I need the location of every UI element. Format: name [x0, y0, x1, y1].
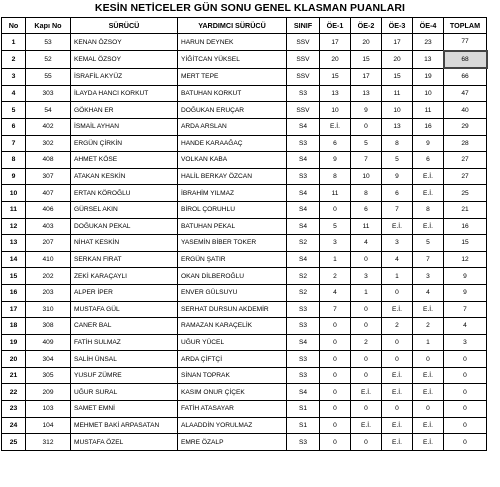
table-row — [2, 301, 487, 318]
total-cell: 9 — [444, 284, 487, 301]
table-row — [2, 434, 487, 451]
co-driver-cell: SİNAN TOPRAK — [178, 367, 287, 384]
driver-cell: MUSTAFA ÖZEL — [71, 434, 178, 451]
co-driver-cell: KASIM ONUR ÇİÇEK — [178, 384, 287, 401]
driver-cell: ERGÜN ÇİRKİN — [71, 135, 178, 152]
classification-table — [1, 17, 488, 451]
co-driver-cell: BATUHAN KORKUT — [178, 85, 287, 102]
class-cell: S2 — [287, 284, 320, 301]
rank-cell: 22 — [2, 384, 26, 401]
oe4-cell: 1 — [413, 334, 444, 351]
table-row — [2, 284, 487, 301]
driver-cell: ATAKAN KESKİN — [71, 168, 178, 185]
oe4-cell: 23 — [413, 34, 444, 51]
oe4-cell: 3 — [413, 268, 444, 285]
oe4-cell: E.İ. — [413, 367, 444, 384]
driver-cell: DOĞUKAN PEKAL — [71, 218, 178, 235]
total-cell: 0 — [444, 434, 487, 451]
oe4-cell: 16 — [413, 118, 444, 135]
door-no-cell: 202 — [26, 268, 71, 285]
door-no-cell: 407 — [26, 185, 71, 202]
oe2-cell: 0 — [351, 434, 382, 451]
rank-cell: 23 — [2, 401, 26, 418]
door-no-cell: 104 — [26, 417, 71, 434]
oe4-cell: E.İ. — [413, 168, 444, 185]
co-driver-cell: ARDA ARSLAN — [178, 118, 287, 135]
table-row — [2, 251, 487, 268]
col-door-no-header: Kapı No — [26, 18, 71, 34]
door-no-cell: 307 — [26, 168, 71, 185]
class-cell: S4 — [287, 251, 320, 268]
oe3-cell: 9 — [382, 168, 413, 185]
class-cell: S3 — [287, 135, 320, 152]
door-no-cell: 303 — [26, 85, 71, 102]
oe1-cell: 1 — [320, 251, 351, 268]
total-cell: 77 — [444, 34, 487, 51]
oe4-cell: 2 — [413, 318, 444, 335]
class-cell: S3 — [287, 168, 320, 185]
rank-cell: 3 — [2, 68, 26, 85]
total-cell: 29 — [444, 118, 487, 135]
class-cell: S2 — [287, 235, 320, 252]
door-no-cell: 305 — [26, 367, 71, 384]
door-no-cell: 53 — [26, 34, 71, 51]
col-oe1-header: ÖE-1 — [320, 18, 351, 34]
table-row — [2, 68, 487, 85]
co-driver-cell: ALAADDİN YORULMAZ — [178, 417, 287, 434]
oe4-cell: 10 — [413, 85, 444, 102]
table-row — [2, 417, 487, 434]
oe1-cell: 11 — [320, 185, 351, 202]
col-oe3-header: ÖE-3 — [382, 18, 413, 34]
oe1-cell: 0 — [320, 201, 351, 218]
driver-cell: GÜRSEL AKIN — [71, 201, 178, 218]
oe4-cell: 8 — [413, 201, 444, 218]
total-cell: 4 — [444, 318, 487, 335]
table-row — [2, 185, 487, 202]
driver-cell: SERKAN FIRAT — [71, 251, 178, 268]
oe3-cell: 7 — [382, 201, 413, 218]
table-row — [2, 318, 487, 335]
rank-cell: 10 — [2, 185, 26, 202]
table-row — [2, 334, 487, 351]
class-cell: S4 — [287, 334, 320, 351]
table-row — [2, 152, 487, 169]
oe3-cell: E.İ. — [382, 417, 413, 434]
co-driver-cell: MERT TEPE — [178, 68, 287, 85]
door-no-cell: 408 — [26, 152, 71, 169]
oe1-cell: 3 — [320, 235, 351, 252]
driver-cell: KENAN ÖZSOY — [71, 34, 178, 51]
door-no-cell: 409 — [26, 334, 71, 351]
rank-cell: 14 — [2, 251, 26, 268]
oe2-cell: 0 — [351, 251, 382, 268]
door-no-cell: 209 — [26, 384, 71, 401]
total-cell: 66 — [444, 68, 487, 85]
oe3-cell: 0 — [382, 284, 413, 301]
oe3-cell: 17 — [382, 34, 413, 51]
door-no-cell: 52 — [26, 51, 71, 69]
co-driver-cell: OKAN DİLBEROĞLU — [178, 268, 287, 285]
table-row — [2, 85, 487, 102]
oe1-cell: 4 — [320, 284, 351, 301]
class-cell: SSV — [287, 68, 320, 85]
oe1-cell: 8 — [320, 168, 351, 185]
co-driver-cell: VOLKAN KABA — [178, 152, 287, 169]
oe2-cell: 20 — [351, 34, 382, 51]
total-cell: 7 — [444, 301, 487, 318]
class-cell: S3 — [287, 351, 320, 368]
oe1-cell: 0 — [320, 417, 351, 434]
door-no-cell: 410 — [26, 251, 71, 268]
driver-cell: İSMAİL AYHAN — [71, 118, 178, 135]
total-cell: 21 — [444, 201, 487, 218]
class-cell: S4 — [287, 201, 320, 218]
driver-cell: AHMET KÖSE — [71, 152, 178, 169]
rank-cell: 11 — [2, 201, 26, 218]
class-cell: S4 — [287, 185, 320, 202]
co-driver-cell: HANDE KARAAĞAÇ — [178, 135, 287, 152]
oe4-cell: 19 — [413, 68, 444, 85]
rank-cell: 2 — [2, 51, 26, 69]
rank-cell: 25 — [2, 434, 26, 451]
oe2-cell: 1 — [351, 284, 382, 301]
oe1-cell: 0 — [320, 318, 351, 335]
oe3-cell: 4 — [382, 251, 413, 268]
table-header — [2, 18, 487, 34]
oe4-cell: E.İ. — [413, 384, 444, 401]
total-cell: 15 — [444, 235, 487, 252]
col-no-header: No — [2, 18, 26, 34]
oe2-cell: 0 — [351, 401, 382, 418]
table-row — [2, 201, 487, 218]
oe3-cell: 3 — [382, 235, 413, 252]
oe1-cell: E.İ. — [320, 118, 351, 135]
oe3-cell: 1 — [382, 268, 413, 285]
oe4-cell: 0 — [413, 351, 444, 368]
class-cell: S4 — [287, 152, 320, 169]
total-cell: 0 — [444, 384, 487, 401]
class-cell: S1 — [287, 417, 320, 434]
page-title: KESİN NETİCELER GÜN SONU GENEL KLASMAN PUANLARI — [94, 2, 406, 14]
co-driver-cell: YASEMİN BİBER TOKER — [178, 235, 287, 252]
oe4-cell: 11 — [413, 102, 444, 119]
oe3-cell: 13 — [382, 118, 413, 135]
total-cell: 27 — [444, 152, 487, 169]
class-cell: S2 — [287, 268, 320, 285]
rank-cell: 21 — [2, 367, 26, 384]
table-row — [2, 384, 487, 401]
rank-cell: 6 — [2, 118, 26, 135]
total-cell: 3 — [444, 334, 487, 351]
oe4-cell: 0 — [413, 401, 444, 418]
rank-cell: 13 — [2, 235, 26, 252]
oe2-cell: 4 — [351, 235, 382, 252]
oe2-cell: 15 — [351, 51, 382, 69]
co-driver-cell: HARUN DEYNEK — [178, 34, 287, 51]
class-cell: SSV — [287, 34, 320, 51]
co-driver-cell: DOĞUKAN ERUÇAR — [178, 102, 287, 119]
table-row — [2, 118, 487, 135]
total-cell: 27 — [444, 168, 487, 185]
oe4-cell: 7 — [413, 251, 444, 268]
oe2-cell: 17 — [351, 68, 382, 85]
co-driver-cell: ARDA ÇİFTÇİ — [178, 351, 287, 368]
oe1-cell: 15 — [320, 68, 351, 85]
driver-cell: ALPER İPER — [71, 284, 178, 301]
rank-cell: 15 — [2, 268, 26, 285]
driver-cell: MUSTAFA GÜL — [71, 301, 178, 318]
oe3-cell: E.İ. — [382, 434, 413, 451]
total-cell: 0 — [444, 351, 487, 368]
col-total-header: TOPLAM — [444, 18, 487, 34]
oe2-cell: 6 — [351, 201, 382, 218]
oe3-cell: 6 — [382, 185, 413, 202]
class-cell: SSV — [287, 51, 320, 69]
co-driver-cell: İBRAHİM YILMAZ — [178, 185, 287, 202]
oe1-cell: 10 — [320, 102, 351, 119]
oe2-cell: 0 — [351, 351, 382, 368]
oe2-cell: 0 — [351, 301, 382, 318]
col-oe4-header: ÖE-4 — [413, 18, 444, 34]
door-no-cell: 304 — [26, 351, 71, 368]
driver-cell: KEMAL ÖZSOY — [71, 51, 178, 69]
oe2-cell: 13 — [351, 85, 382, 102]
rank-cell: 1 — [2, 34, 26, 51]
oe3-cell: E.İ. — [382, 367, 413, 384]
oe3-cell: 0 — [382, 401, 413, 418]
rank-cell: 12 — [2, 218, 26, 235]
driver-cell: UĞUR SURAL — [71, 384, 178, 401]
class-cell: S1 — [287, 401, 320, 418]
driver-cell: GÖKHAN ER — [71, 102, 178, 119]
oe3-cell: 5 — [382, 152, 413, 169]
door-no-cell: 302 — [26, 135, 71, 152]
rank-cell: 17 — [2, 301, 26, 318]
rank-cell: 4 — [2, 85, 26, 102]
rank-cell: 8 — [2, 152, 26, 169]
oe2-cell: 5 — [351, 135, 382, 152]
driver-cell: CANER BAL — [71, 318, 178, 335]
rank-cell: 24 — [2, 417, 26, 434]
driver-cell: İSRAFİL AKYÜZ — [71, 68, 178, 85]
oe1-cell: 2 — [320, 268, 351, 285]
col-driver-header: SÜRÜCÜ — [71, 18, 178, 34]
total-cell: 12 — [444, 251, 487, 268]
rank-cell: 18 — [2, 318, 26, 335]
co-driver-cell: ERGÜN ŞATIR — [178, 251, 287, 268]
oe2-cell: E.İ. — [351, 384, 382, 401]
oe3-cell: E.İ. — [382, 384, 413, 401]
table-row — [2, 34, 487, 51]
oe3-cell: 8 — [382, 135, 413, 152]
table-body — [2, 34, 487, 451]
total-cell: 9 — [444, 268, 487, 285]
oe3-cell: E.İ. — [382, 301, 413, 318]
oe4-cell: 13 — [413, 51, 444, 69]
oe3-cell: 0 — [382, 351, 413, 368]
class-cell: S3 — [287, 85, 320, 102]
oe2-cell: E.İ. — [351, 417, 382, 434]
door-no-cell: 55 — [26, 68, 71, 85]
driver-cell: SALİH ÜNSAL — [71, 351, 178, 368]
class-cell: S3 — [287, 301, 320, 318]
oe2-cell: 7 — [351, 152, 382, 169]
oe4-cell: E.İ. — [413, 218, 444, 235]
oe2-cell: 8 — [351, 185, 382, 202]
class-cell: S4 — [287, 118, 320, 135]
table-row — [2, 268, 487, 285]
total-cell: 0 — [444, 417, 487, 434]
table-row — [2, 168, 487, 185]
table-row — [2, 51, 487, 69]
oe1-cell: 0 — [320, 334, 351, 351]
class-cell: S4 — [287, 218, 320, 235]
table-row — [2, 218, 487, 235]
door-no-cell: 310 — [26, 301, 71, 318]
total-cell: 25 — [444, 185, 487, 202]
rank-cell: 5 — [2, 102, 26, 119]
total-cell: 16 — [444, 218, 487, 235]
rank-cell: 20 — [2, 351, 26, 368]
door-no-cell: 103 — [26, 401, 71, 418]
class-cell: S3 — [287, 367, 320, 384]
class-cell: S4 — [287, 384, 320, 401]
co-driver-cell: YİĞİTCAN YÜKSEL — [178, 51, 287, 69]
door-no-cell: 406 — [26, 201, 71, 218]
oe3-cell: 2 — [382, 318, 413, 335]
co-driver-cell: BİROL ÇORUHLU — [178, 201, 287, 218]
driver-cell: SAMET EMNİ — [71, 401, 178, 418]
table-row — [2, 235, 487, 252]
door-no-cell: 402 — [26, 118, 71, 135]
oe3-cell: 15 — [382, 68, 413, 85]
oe1-cell: 20 — [320, 51, 351, 69]
oe2-cell: 0 — [351, 118, 382, 135]
door-no-cell: 54 — [26, 102, 71, 119]
oe2-cell: 3 — [351, 268, 382, 285]
table-row — [2, 401, 487, 418]
driver-cell: YUSUF ZÜMRE — [71, 367, 178, 384]
oe2-cell: 9 — [351, 102, 382, 119]
oe2-cell: 0 — [351, 318, 382, 335]
oe3-cell: 20 — [382, 51, 413, 69]
door-no-cell: 207 — [26, 235, 71, 252]
co-driver-cell: EMRE ÖZALP — [178, 434, 287, 451]
oe3-cell: 0 — [382, 334, 413, 351]
rank-cell: 19 — [2, 334, 26, 351]
oe1-cell: 0 — [320, 367, 351, 384]
oe4-cell: 4 — [413, 284, 444, 301]
table-row — [2, 351, 487, 368]
total-cell: 0 — [444, 367, 487, 384]
total-cell[interactable]: 68 — [444, 51, 487, 69]
oe2-cell: 0 — [351, 367, 382, 384]
co-driver-cell: HALİL BERKAY ÖZCAN — [178, 168, 287, 185]
table-row — [2, 135, 487, 152]
oe4-cell: 6 — [413, 152, 444, 169]
co-driver-cell: ENVER GÜLSUYU — [178, 284, 287, 301]
oe1-cell: 6 — [320, 135, 351, 152]
driver-cell: ERTAN KÖROĞLU — [71, 185, 178, 202]
oe4-cell: E.İ. — [413, 417, 444, 434]
class-cell: S3 — [287, 434, 320, 451]
oe4-cell: E.İ. — [413, 185, 444, 202]
oe3-cell: 10 — [382, 102, 413, 119]
oe1-cell: 0 — [320, 384, 351, 401]
oe1-cell: 5 — [320, 218, 351, 235]
driver-cell: ZEKİ KARAÇAYLI — [71, 268, 178, 285]
co-driver-cell: BATUHAN PEKAL — [178, 218, 287, 235]
oe2-cell: 2 — [351, 334, 382, 351]
col-oe2-header: ÖE-2 — [351, 18, 382, 34]
rank-cell: 16 — [2, 284, 26, 301]
oe1-cell: 0 — [320, 401, 351, 418]
oe1-cell: 13 — [320, 85, 351, 102]
oe1-cell: 0 — [320, 434, 351, 451]
total-cell: 28 — [444, 135, 487, 152]
col-co-driver-header: YARDIMCI SÜRÜCÜ — [178, 18, 287, 34]
co-driver-cell: SERHAT DURSUN AKDEMİR — [178, 301, 287, 318]
door-no-cell: 203 — [26, 284, 71, 301]
oe4-cell: 9 — [413, 135, 444, 152]
oe4-cell: E.İ. — [413, 434, 444, 451]
door-no-cell: 312 — [26, 434, 71, 451]
total-cell: 40 — [444, 102, 487, 119]
oe1-cell: 7 — [320, 301, 351, 318]
table-row — [2, 102, 487, 119]
oe3-cell: 11 — [382, 85, 413, 102]
door-no-cell: 308 — [26, 318, 71, 335]
class-cell: SSV — [287, 102, 320, 119]
oe1-cell: 9 — [320, 152, 351, 169]
table-row — [2, 367, 487, 384]
oe2-cell: 10 — [351, 168, 382, 185]
rank-cell: 7 — [2, 135, 26, 152]
oe1-cell: 0 — [320, 351, 351, 368]
oe2-cell: 11 — [351, 218, 382, 235]
driver-cell: MEHMET BAKİ ARPASATAN — [71, 417, 178, 434]
co-driver-cell: RAMAZAN KARAÇELİK — [178, 318, 287, 335]
oe1-cell: 17 — [320, 34, 351, 51]
rank-cell: 9 — [2, 168, 26, 185]
total-cell: 0 — [444, 401, 487, 418]
oe3-cell: E.İ. — [382, 218, 413, 235]
class-cell: S3 — [287, 318, 320, 335]
driver-cell: FATİH SULMAZ — [71, 334, 178, 351]
oe4-cell: 5 — [413, 235, 444, 252]
co-driver-cell: FATİH ATASAYAR — [178, 401, 287, 418]
col-class-header: SINIF — [287, 18, 320, 34]
door-no-cell: 403 — [26, 218, 71, 235]
co-driver-cell: UĞUR YÜCEL — [178, 334, 287, 351]
oe4-cell: E.İ. — [413, 301, 444, 318]
total-cell: 47 — [444, 85, 487, 102]
driver-cell: İLAYDA HANCI KORKUT — [71, 85, 178, 102]
driver-cell: NİHAT KESKİN — [71, 235, 178, 252]
